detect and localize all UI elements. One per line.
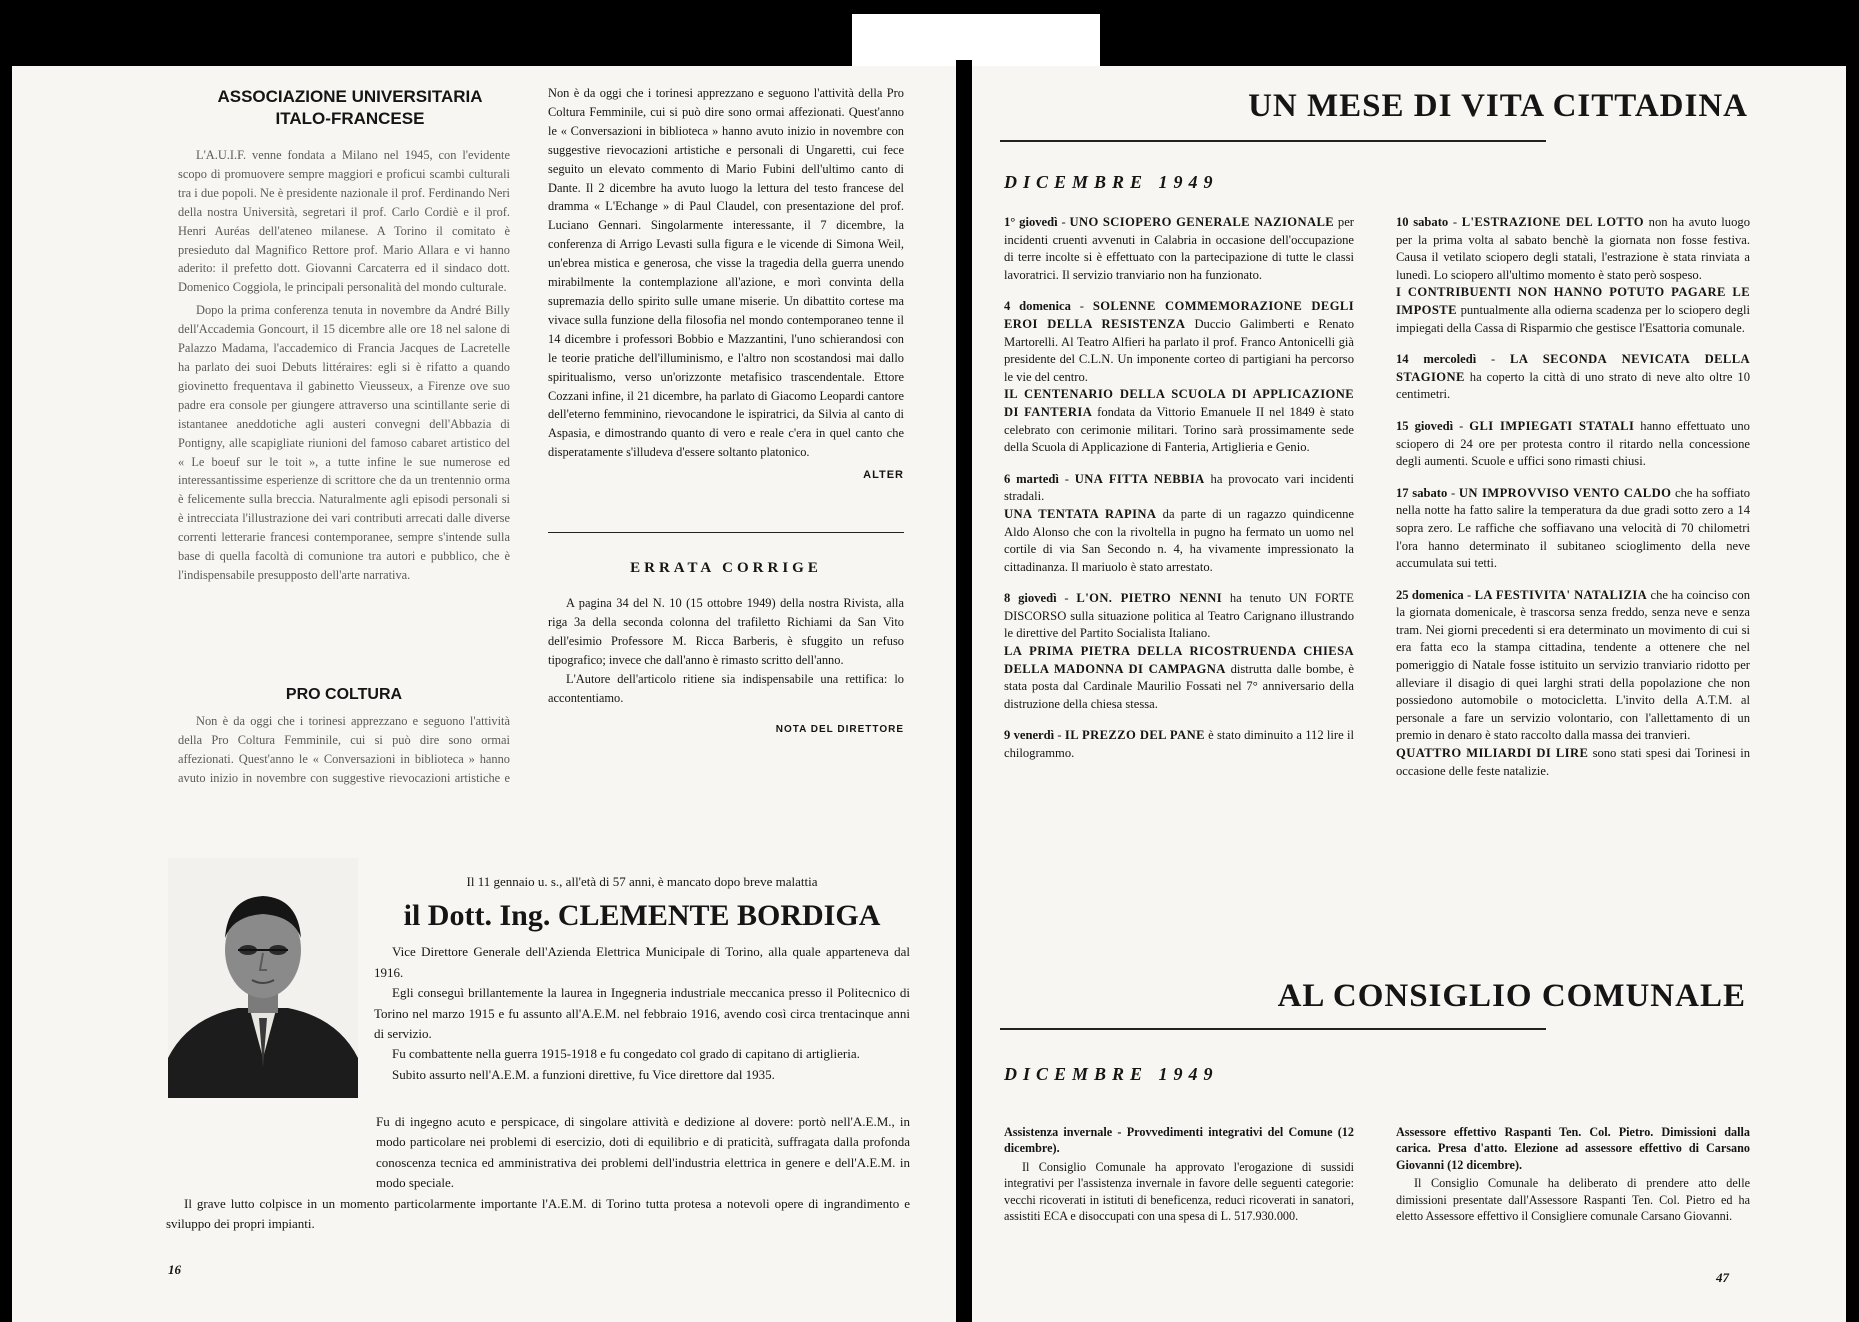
event-entry: 14 mercoledì - LA SECONDA NEVICATA DELLA STAGIONE ha coperto la città di uno strato di neve alto oltre 10 centimetri. [1396,352,1751,402]
event-headline: UNA TENTATA RAPINA [1004,506,1157,521]
event-text: che ha soffiato nella notte ha fatto salire la temperatura da due gradi sotto zero a 14 sopra zero. Le raffiche che soffiavano una velocità di 70 chilometri l'ora hanno determinato il subitaneo scioglimento della neve accumulata sui tetti. [1396,485,1750,571]
obituary-paragraph-4: Subito assurto nell'A.E.M. a funzioni direttive, fu Vice direttore dal 1935. [392,1066,775,1082]
pro-coltura-continued [548,84,904,485]
council-column-2 [1396,1124,1750,1224]
portrait-photo [168,858,358,1098]
masthead-vita-cittadina: UN MESE DI VITA CITTADINA [1248,88,1748,124]
masthead-rule-1 [1000,140,1546,142]
event-text: per incidenti cruenti avvenuti in Calabria in occasione dell'occupazione di terre incolte si è effettuato con la partecipazione di tutte le classi lavoratrici. Il servizio tranviario non ha funzionato. [1004,215,1354,282]
assoc-title [175,86,525,130]
event-headline: QUATTRO MILIARDI DI LIRE [1396,746,1589,761]
right-page-number: 47 [1716,1270,1729,1285]
event-entry: 17 sabato - UN IMPROVVISO VENTO CALDO che ha soffiato nella notte ha fatto salire la temperatura da due gradi sotto zero a 14 sopra zero. Le raffiche che soffiavano una velocità di 70 chilometri l'ora hanno determinato il subitaneo scioglimento della neve accumulata sui tetti. [1396,485,1750,571]
event-text: distrutta dalle bombe, è stata posta dal Cardinale Maurilio Fossati nel 7° anniversario della distruzione della chiesa stessa. [1004,661,1354,711]
event-day: 15 giovedì [1396,418,1454,433]
obituary-article-wide [166,1112,910,1234]
events-column-1 [1004,214,1354,777]
event-day: 14 mercoledì [1396,352,1477,367]
event-entry: 4 domenica - SOLENNE COMMEMORAZIONE DEGLI EROI DELLA RESISTENZA Duccio Galimberti e Renato Martorelli. Al Teatro Alfieri ha parlato il prof. Franco Antonicelli già presidente del C.L.N. Un imponente corteo di partigiani ha percorso le vie del centro. IL CENTENARIO DELLA SCUOLA DI APPLICAZIONE DI FANTERIA fondata da Vittorio Emanuele II nel 1849 è stato celebrato con cerimonie militari. Torino sarà prossimamente sede della Scuola di Applicazione di Fanteria, Artiglieria e Genio. [1004,299,1355,455]
event-text: ha tenuto UN FORTE DISCORSO sulla situazione politica al Teatro Carignano illustrando le direttive del Partito Socialista Italiano. [1004,591,1354,641]
event-headline: UN IMPROVVISO VENTO CALDO [1458,485,1672,500]
event-entry: 25 domenica - LA FESTIVITA' NATALIZIA che ha coinciso con la giornata domenicale, è trascorsa senza freddo, senza neve e senza tram. Nei giorni precedenti si era determinato un movimento di cui si era fatta eco la stampa cittadina, tendente a ottenere che nel pomeriggio di Natale fosse istituito un servizio tranviario ridotto per alleviare il disagio di quei larghi strati della popolazione che non possiedono automobile o motocicletta. L'invito della A.T.M. al personale a fare un servizio volontario, con l'allettamento di un premio in denaro è stato raccolto dalla massa dei tranvieri. QUATTRO MILIARDI DI LIRE sono stati spesi dai Torinesi in occasione delle feste natalizie. [1396,587,1751,778]
scan-border-top-right [1100,0,1859,66]
event-headline: UNA FITTA NEBBIA [1074,471,1205,486]
pro-coltura-paragraph: Non è da oggi che i torinesi apprezzano e seguono l'attività della Pro Coltura Femminile, cui si può dire sono ormai affezionati. Quest'anno le « Conversazioni in biblioteca » hanno avuto inizio in novembre con suggestive rievocazioni artistiche e personali di Ungaretti, cui fece seguito un elevato commento di Mario Fubini dell'ultimo canto di Dante. Il 2 dicembre ha avuto luogo la lettura del testo francese del dramma « L'Echange » di Paul Claudel, con presentazione del prof. Luciano Gennari. Singolarmente interessante, il 7 dicembre, la conferenza di Arrigo Levasti sulla figura e le vicende di Simona Weil, un'ebrea mistica e generosa, che visse la tragedia della guerra unendo mirabilmente la contemplazione all'azione, e morì convinta della supremazia dello spirito sulle umane miserie. Un dibattito cortese ma vivace sulla funzione della filosofia nel mondo contemporaneo tenne il 14 dicembre i professori Bobbio e Mazzantini, l'uno schierandosi con le teorie pratiche dell'illuminismo, e l'altro non scostandosi mai dallo spiritualismo, verso un'orizzonte metafisico trascendentale. Ettore Cozzani infine, il 21 dicembre, ha parlato di Giacomo Leopardi cantore dell'eterno femminino, rievocandone le ispiratrici, da Silvia al canto di Aspasia, e dimostrando quanto di vero e reale c'era in quel canto che disperatamente s'illudeva d'essere soltanto platonico. [548,86,904,460]
obituary-paragraph-5: Fu di ingegno acuto e perspicace, di singolare attività e dedizione al dovere: portò nell'A.E.M., in modo particolare nei problemi di esercizio, doti di equilibrio e di praticità, suffragata dalla profonda conoscenza tecnica ed amministrativa dei problemi dell'industria elettrica in genere e dell'A.E.M. in modo speciale. [376,1114,910,1191]
event-text: Duccio Galimberti e Renato Martorelli. Al Teatro Alfieri ha parlato il prof. Franco Antonicelli già presidente del C.L.N. Un imponente corteo di partigiani ha percorso le vie del centro. [1004,316,1354,384]
obituary-paragraph-6: Il grave lutto colpisce in un momento particolarmente importante l'A.E.M. di Torino tutta protesa a notevoli opere di ingrandimento e sviluppo dei propri impianti. [166,1195,910,1232]
obituary-intro: Il 11 gennaio u. s., all'età di 57 anni, è mancato dopo breve malattia [466,874,818,889]
council-item-title: Assessore effettivo Raspanti Ten. Col. Pietro. Dimissioni dalla carica. Presa d'atto. Elezione ad assessore effettivo di Carsano Giovanni (12 dicembre). [1396,1125,1750,1172]
council-item-text: Il Consiglio Comunale ha approvato l'erogazione di sussidi integrativi per l'assistenza invernale in favore delle seguenti categorie: vecchi ricoverati in istituti di beneficenza, reduci ricoverati in sanatori, assistiti ECA e disoccupati con una spesa di L. 517.930.000. [1004,1159,1354,1224]
event-headline: LA PRIMA PIETRA DELLA RICOSTRUENDA CHIESA DELLA MADONNA DI CAMPAGNA [1004,644,1354,676]
pro-coltura-article [178,712,510,788]
obituary-name: il Dott. Ing. CLEMENTE BORDIGA [403,899,881,933]
event-day: 25 domenica [1396,587,1464,602]
event-headline: LA FESTIVITA' NATALIZIA [1474,587,1648,602]
event-text: da parte di un ragazzo quindicenne Aldo Alonso che con la rivoltella in pugno ha fermato un uomo nel cortile di via San Secondo n. 4, ha vivamente impressionato la cittadinanza. Il mariuolo è stato arrestato. [1004,506,1354,574]
event-text: che ha coinciso con la giornata domenicale, è trascorsa senza freddo, senza neve e senza tram. Nei giorni precedenti si era determinato un movimento di cui si era fatta eco la stampa cittadina, tendente a ottenere che nel pomeriggio di Natale fosse istituito un servizio tranviario ridotto per alleviare il disagio di quei larghi strati della popolazione che non possiedono automobile o motocicletta. L'invito della A.T.M. al personale a fare un servizio volontario, con l'allettamento di un premio in denaro è stato raccolto dalla massa dei tranvieri. [1396,587,1751,743]
event-day: 8 giovedì [1004,591,1057,606]
scan-border-left [0,0,12,1322]
event-day: 9 venerdì [1004,728,1055,743]
event-entry: 6 martedì - UNA FITTA NEBBIA ha provocato vari incidenti stradali. UNA TENTATA RAPINA da parte di un ragazzo quindicenne Aldo Alonso che con la rivoltella in pugno ha fermato un uomo nel cortile di via San Secondo n. 4, ha vivamente impressionato la cittadinanza. Il mariuolo è stato arrestato. [1004,471,1355,574]
event-text: ha provocato vari incidenti stradali. [1004,471,1355,504]
event-headline: UNO SCIOPERO GENERALE NAZIONALE [1069,215,1335,229]
event-headline: SOLENNE COMMEMORAZIONE DEGLI EROI DELLA RESISTENZA [1004,299,1355,331]
scan-border-top-left [0,0,852,66]
obituary-paragraph-2: Egli conseguì brillantemente la laurea in Ingegneria industriale meccanica presso il Politecnico di Torino nel marzo 1915 e fu assunto all'A.E.M. nel febbraio 1916, avendo così circa trentacinque anni di servizio. [374,985,910,1042]
event-headline: IL CENTENARIO DELLA SCUOLA DI APPLICAZIONE DI FANTERIA [1004,387,1354,419]
event-text: hanno effettuato uno sciopero di 24 ore per protesta contro il ritardo nella concessione degli aumenti. Scuole e uffici sono rimasti chiusi. [1396,418,1750,469]
assoc-title-line2: ITALO-FRANCESE [275,109,425,128]
event-day: 17 sabato [1396,485,1448,500]
event-text: fondata da Vittorio Emanuele II nel 1849 è stato celebrato con cerimonie militari. Torino sarà prossimamente sede della Scuola di Applicazione di Fanteria, Artiglieria e Genio. [1004,404,1354,455]
errata-divider [548,532,904,533]
event-entry: 8 giovedì - L'ON. PIETRO NENNI ha tenuto UN FORTE DISCORSO sulla situazione politica al Teatro Carignano illustrando le direttive del Partito Socialista Italiano. LA PRIMA PIETRA DELLA RICOSTRUENDA CHIESA DELLA MADONNA DI CAMPAGNA distrutta dalle bombe, è stata posta dal Cardinale Maurilio Fossati nel 7° anniversario della distruzione della chiesa stessa. [1004,591,1354,711]
event-headline: L'ESTRAZIONE DEL LOTTO [1461,215,1645,229]
pro-coltura-paragraph-start: Non è da oggi che i torinesi apprezzano e seguono l'attività della Pro Coltura Femminile, cui si può dire sono ormai affezionati. Quest'anno le « Conversazioni in biblioteca » hanno avuto inizio in novembre con suggestive rievocazioni artistiche e [178,714,510,785]
obituary-article [374,872,910,1085]
event-entry: 15 giovedì - GLI IMPIEGATI STATALI hanno effettuato uno sciopero di 24 ore per protesta contro il ritardo nella concessione degli aumenti. Scuole e uffici sono rimasti chiusi. [1396,418,1750,469]
event-text: puntualmente alla odierna scadenza per lo sciopero degli impiegati della Cassa di Risparmio che gestisce l'Esattoria comunale. [1396,302,1750,335]
errata-signature: NOTA DEL DIRETTORE [775,724,904,736]
portrait-illustration [168,858,358,1098]
masthead-consiglio-comunale: AL CONSIGLIO COMUNALE [1277,978,1746,1014]
scan-border-right [1846,0,1859,1322]
obituary-paragraph-3: Fu combattente nella guerra 1915-1918 e fu congedato col grado di capitano di artiglieria. [392,1046,860,1062]
assoc-article [178,146,510,585]
dateline-1: DICEMBRE 1949 [1004,172,1219,192]
assoc-title-line1: ASSOCIAZIONE UNIVERSITARIA [217,87,483,106]
dateline-2: DICEMBRE 1949 [1004,1064,1219,1084]
event-headline: I CONTRIBUENTI NON HANNO POTUTO PAGARE LE IMPOSTE [1396,285,1750,317]
event-day: 4 domenica [1004,299,1071,314]
page-gutter [956,60,972,1322]
council-item-title: Assistenza invernale - Provvedimenti integrativi del Comune (12 dicembre). [1004,1125,1354,1156]
errata-body [548,594,904,740]
event-day: 10 sabato [1396,215,1449,229]
scan-border-top-gap [852,0,1100,14]
event-text: ha coperto la città di uno strato di neve alto oltre 10 centimetri. [1396,369,1751,402]
event-entry: 9 venerdì - IL PREZZO DEL PANE è stato diminuito a 112 lire il chilogrammo. [1004,728,1354,761]
event-headline: LA SECONDA NEVICATA DELLA STAGIONE [1396,352,1750,384]
council-column-1 [1004,1124,1354,1224]
assoc-paragraph-2: Dopo la prima conferenza tenuta in novembre da André Billy dell'Accademia Goncourt, il 15 dicembre alle ore 18 nel salone di Palazzo Madama, l'accademico di Francia Jacques de Lacretelle ha parlato dei suoi Debuts littéraires: egli si è rifatto a quando giovinetto frequentava il gabinetto Vieusseux, a Firenze ove suo padre era console per giungere attraverso una scintillante serie di istantanee aneddotiche agli austeri convegni dell'Abbazia di Pontigny, alle scapigliate riunioni del famoso cabaret artistico del « Le boeuf sur le toit », a tutte infine le sue numerose ed interessantissime esperienze di scrittore che da un trentennio orma è felicemente sulla breccia. Naturalmente agli episodi personali si è intrecciata l'illustrazione dei vari contributi arrecati dalle diverse correnti letterarie francesi contemporanee, sempre s'intende sulla base di quella facoltà di comunione tra autori e pubblico, che è l'indispensabile presupposto dell'arte narrativa. [178,303,510,582]
event-text: sono stati spesi dai Torinesi in occasione delle feste natalizie. [1396,746,1750,778]
event-text: è stato diminuito a 112 lire il chilogrammo. [1004,728,1354,761]
errata-paragraph-2: L'Autore dell'articolo ritiene sia indispensabile una rettifica: lo accontentiamo. [548,671,904,705]
left-page-number: 16 [168,1262,181,1277]
pro-coltura-signature: ALTER [863,469,904,482]
pro-coltura-title: PRO COLTURA [285,686,403,703]
errata-title: ERRATA CORRIGE [630,560,822,576]
errata-paragraph: A pagina 34 del N. 10 (15 ottobre 1949) della nostra Rivista, alla riga 3a della seconda colonna del trafiletto Richiami da San Vito dell'esimio Professore M. Ricca Barberis, è sfuggito un refuso tipografico; invece che dall'anno è rimasto scritto dell'anno. [548,596,904,667]
event-day: 6 martedì [1004,471,1059,486]
obituary-paragraph-1: Vice Direttore Generale dell'Azienda Elettrica Municipale di Torino, alla quale apparteneva dal 1916. [374,944,910,980]
event-entry: 1° giovedì - UNO SCIOPERO GENERALE NAZIONALE per incidenti cruenti avvenuti in Calabria in occasione dell'occupazione di terre incolte si è effettuato con la partecipazione di tutte le classi lavoratrici. Il servizio tranviario non ha funzionato. [1004,215,1354,282]
event-day: 1° giovedì [1004,215,1058,229]
masthead-rule-2 [1000,1028,1546,1030]
events-column-2 [1396,214,1750,794]
assoc-paragraph-1: L'A.U.I.F. venne fondata a Milano nel 1945, con l'evidente scopo di promuovere sempre maggiori e proficui scambi culturali tra i due popoli. Ne è presidente nazionale il prof. Ferdinando Neri della nostra Università, segretari il prof. Carlo Cordiè e il prof. Henri Auréas dell'ateneo milanese. A Torino il comitato è presieduto dal Magnifico Rettore prof. Mario Allara e vi hanno aderito: il prefetto dott. Giovanni Carcaterra ed il sindaco dott. Domenico Coggiola, le principali personalità del mondo culturale. [178,148,510,295]
event-headline: GLI IMPIEGATI STATALI [1469,418,1635,433]
event-text: non ha avuto luogo per la prima volta al sabato benchè la giornata non fosse festiva. Causa il vetilato sciopero degli statali, l'estrazione è stata rinviata a lunedì. Lo sciopero all'ultimo momento è stato però sospeso. [1396,215,1750,282]
council-item-text: Il Consiglio Comunale ha deliberato di prendere atto delle dimissioni presentate dall'Assessore Raspanti Ten. Col. Pietro ed ha eletto Assessore effettivo il Consigliere comunale Carsano Giovanni. [1396,1176,1750,1224]
event-headline: IL PREZZO DEL PANE [1064,728,1205,743]
event-headline: L'ON. PIETRO NENNI [1076,591,1223,606]
event-entry: 10 sabato - L'ESTRAZIONE DEL LOTTO non ha avuto luogo per la prima volta al sabato benchè la giornata non fosse festiva. Causa il vetilato sciopero degli statali, l'estrazione è stata rinviata a lunedì. Lo sciopero all'ultimo momento è stato però sospeso. I CONTRIBUENTI NON HANNO POTUTO PAGARE LE IMPOSTE puntualmente alla odierna scadenza per lo sciopero degli impiegati della Cassa di Risparmio che gestisce l'Esattoria comunale. [1396,215,1750,335]
